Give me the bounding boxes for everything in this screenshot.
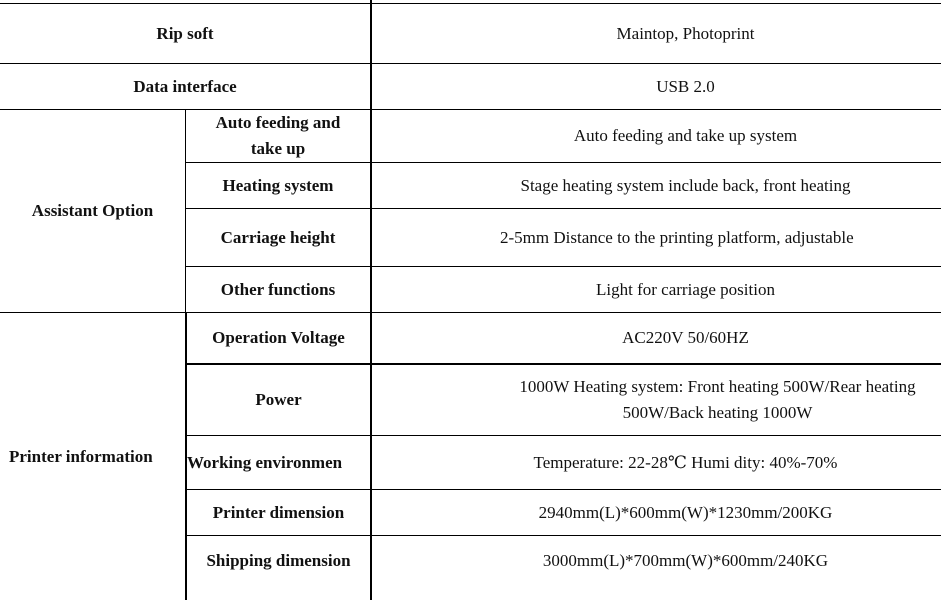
- other-functions-label: Other functions: [220, 279, 336, 299]
- printer-information-group-label: Printer information: [9, 446, 153, 466]
- data-interface-value: USB 2.0: [656, 76, 715, 96]
- carriage-height-label: Carriage height: [220, 227, 336, 247]
- printer-dimension-value: 2940mm(L)*600mm(W)*1230mm/200KG: [538, 502, 833, 522]
- rip-soft-value: Maintop, Photoprint: [616, 23, 755, 43]
- heating-system-label: Heating system: [222, 175, 334, 195]
- working-environment-label: Working environmen: [187, 452, 343, 472]
- working-environment-value: Temperature: 22-28℃ Humi dity: 40%-70%: [533, 452, 838, 472]
- heating-system-value: Stage heating system include back, front heating: [520, 175, 851, 195]
- data-interface-label: Data interface: [133, 76, 237, 96]
- auto-feeding-label: Auto feeding and take up: [215, 113, 341, 158]
- power-value: 1000W Heating system: Front heating 500W/Rear heating 500W/Back heating 1000W: [519, 377, 916, 422]
- power-label: Power: [255, 390, 302, 409]
- other-functions-value: Light for carriage position: [596, 279, 775, 299]
- shipping-dimension-value: 3000mm(L)*700mm(W)*600mm/240KG: [542, 551, 829, 570]
- printer-dimension-label: Printer dimension: [212, 502, 345, 522]
- operation-voltage-label: Operation Voltage: [212, 328, 345, 347]
- carriage-height-value: 2-5mm Distance to the printing platform, adjustable: [500, 227, 854, 247]
- operation-voltage-value: AC220V 50/60HZ: [622, 328, 749, 347]
- assistant-option-group-label: Assistant Option: [31, 201, 154, 220]
- rip-soft-label: Rip soft: [156, 23, 214, 43]
- auto-feeding-value: Auto feeding and take up system: [573, 126, 798, 145]
- shipping-dimension-label: Shipping dimension: [206, 551, 351, 570]
